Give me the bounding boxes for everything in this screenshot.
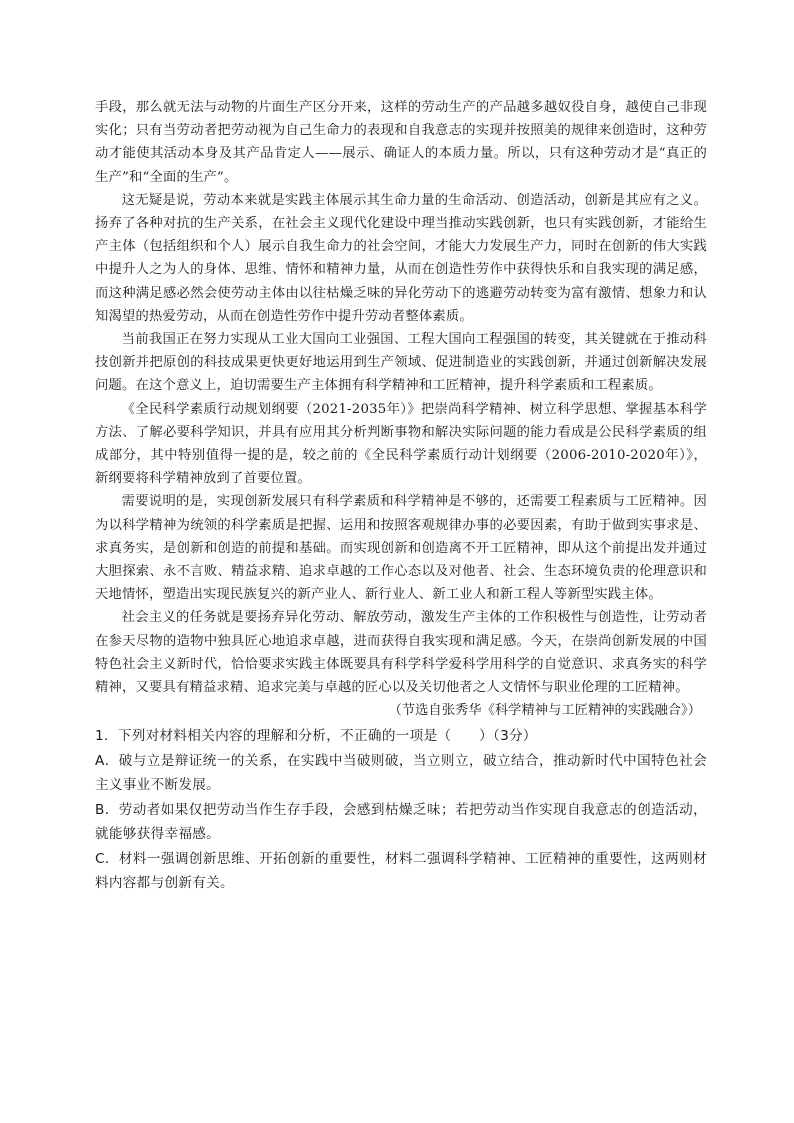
option-a: A．破与立是辩证统一的关系，在实践中当破则破，当立则立，破立结合，推动新时代中国特色社会主义事业不断发展。 [95,752,707,794]
article-paragraph-2: 这无疑是说，劳动本来就是实践主体展示其生命力量的生命活动、创造活动，创新是其应有之义。扬弃了各种对抗的生产关系，在社会主义现代化建设中理当推动实践创新，也只有实践创新，才能给生产主体（包括组织和个人）展示自我生命力的社会空间，才能大力发展生产力，同时在创新的伟大实践中提升人之为人的身体、思维、情怀和精神力量，从而在创造性劳作中获得快乐和自我实现的满足感，而这种满足感必然会使劳动主体由以往枯燥乏味的异化劳动下的逃避劳动转变为富有激情、想象力和认知渴望的热爱劳动，从而在创造性劳作中提升劳动者整体素质。 [95,192,707,324]
article-paragraph-4: 《全民科学素质行动规划纲要（2021-2035年）》把崇尚科学精神、树立科学思想、掌握基本科学方法、了解必要科学知识，并具有应用其分析判断事物和解决实际问题的能力看成是公民科学素质的组成部分，其中特别值得一提的是，较之前的《全民科学素质行动计划纲要（2006-2010-2020年）》，新纲要将科学精神放到了首要位置。 [95,401,707,487]
article-paragraph-5: 需要说明的是，实现创新发展只有科学素质和科学精神是不够的，还需要工程素质与工匠精神。因为以科学精神为统领的科学素质是把握、运用和按照客观规律办事的必要因素，有助于做到实事求是、求真务实，是创新和创造的前提和基础。而实现创新和创造离不开工匠精神，即从这个前提出发并通过大胆探索、永不言败、精益求精、追求卓越的工作心态以及对他者、社会、生态环境负责的伦理意识和天地情怀，塑造出实现民族复兴的新产业人、新行业人、新工业人和新工程人等新型实践主体。 [95,494,707,603]
article-paragraph-3: 当前我国正在努力实现从工业大国向工业强国、工程大国向工程强国的转变，其关键就在于推动科技创新并把原创的科技成果更快更好地运用到生产领域、促进制造业的实践创新，并通过创新解决发展问题。在这个意义上，迫切需要生产主体拥有科学精神和工匠精神，提升科学素质和工程素质。 [95,332,707,394]
option-b: B．劳动者如果仅把劳动当作生存手段，会感到枯燥乏味；若把劳动当作实现自我意志的创造活动，就能够获得幸福感。 [95,801,707,843]
article-paragraph-6: 社会主义的任务就是要扬弃异化劳动、解放劳动，激发生产主体的工作积极性与创造性，让劳动者在参天尽物的造物中独具匠心地追求卓越，进而获得自我实现和满足感。今天，在崇尚创新发展的中国特色社会主义新时代，恰恰要求实践主体既要具有科学科学爱科学用科学的自觉意识、求真务实的科学精神，又要具有精益求精、追求完美与卓越的匠心以及关切他者之人文情怀与职业伦理的工匠精神。 [95,610,707,696]
document-page [95,96,707,896]
option-c: C．材料一强调创新思维、开拓创新的重要性，材料二强调科学精神、工匠精神的重要性，这两则材料内容都与创新有关。 [95,850,707,892]
article-source: （节选自张秀华《科学精神与工匠精神的实践融合》） [388,703,701,719]
question-stem: 1．下列对材料相关内容的理解和分析，不正确的一项是（ ）（3分） [95,728,537,745]
article-paragraph-1: 手段，那么就无法与动物的片面生产区分开来，这样的劳动生产的产品越多越奴役自身，越使自己非现实化；只有当劳动者把劳动视为自己生命力的表现和自我意志的实现并按照美的规律来创造时，这种劳动才能使其活动本身及其产品肯定人——展示、确证人的本质力量。所以，只有这种劳动才是“真正的生产”和“全面的生产”。 [95,100,707,185]
